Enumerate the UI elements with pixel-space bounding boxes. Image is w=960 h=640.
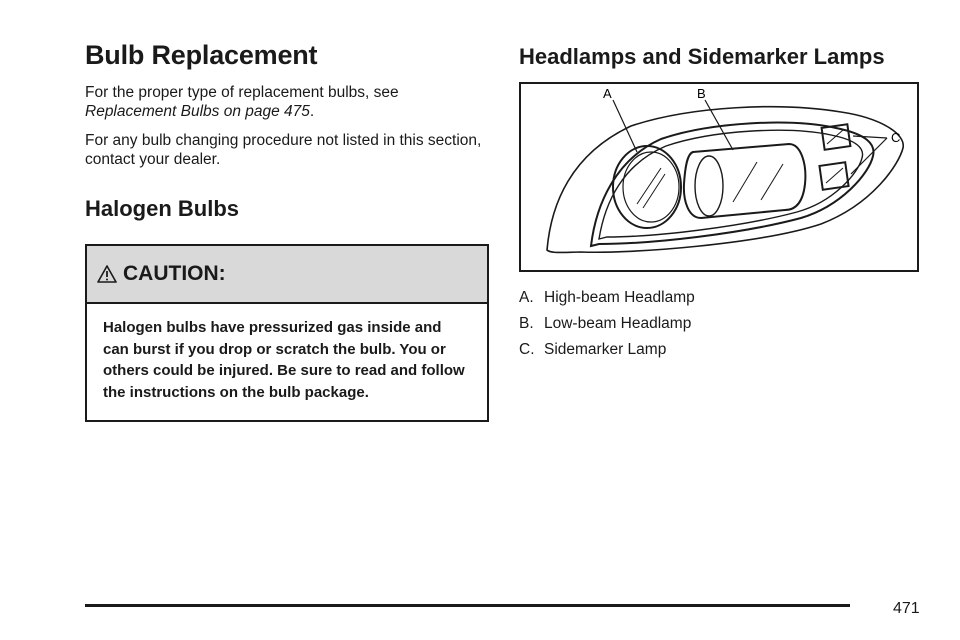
legend-item	[519, 311, 923, 337]
legend-label: Low-beam Headlamp	[544, 315, 692, 332]
caution-heading: CAUTION:	[123, 262, 226, 285]
legend-key: A.	[519, 289, 534, 306]
page-title: Bulb Replacement	[85, 40, 318, 70]
footer-rule	[85, 604, 850, 607]
caution-body: Halogen bulbs have pressurized gas inside and can burst if you drop or scratch the bulb. You or others could be injured. Be sure to read and follow the instructions on the bulb package.	[103, 319, 465, 401]
callout-c: C	[891, 130, 901, 145]
low-beam-lamp	[684, 144, 805, 218]
intro-text: For the proper type of replacement bulbs, see	[85, 84, 399, 101]
figure-legend	[519, 285, 923, 363]
right-column	[519, 44, 923, 363]
callout-b: B	[697, 86, 706, 101]
page-reference-link[interactable]: Replacement Bulbs on page 475	[85, 103, 310, 120]
warning-triangle-icon	[97, 264, 117, 284]
callout-a: A	[603, 86, 612, 101]
legend-label: High-beam Headlamp	[544, 289, 695, 306]
section-heading-halogen: Halogen Bulbs	[85, 196, 240, 221]
intro-paragraph	[85, 83, 489, 121]
section-heading-headlamps: Headlamps and Sidemarker Lamps	[519, 44, 885, 69]
caution-header	[87, 246, 487, 304]
legend-item	[519, 337, 923, 363]
caution-box	[85, 244, 489, 422]
housing-inner-1	[591, 123, 874, 246]
page-number: 471	[893, 600, 920, 617]
left-column	[85, 40, 489, 422]
dealer-note: For any bulb changing procedure not listed in this section, contact your dealer.	[85, 132, 482, 168]
headlamp-figure	[519, 82, 919, 272]
legend-key: C.	[519, 341, 535, 358]
headlamp-illustration	[521, 84, 917, 270]
intro-end: .	[309, 103, 315, 120]
legend-item	[519, 285, 923, 311]
legend-label: Sidemarker Lamp	[544, 341, 667, 358]
legend-key: B.	[519, 315, 534, 332]
